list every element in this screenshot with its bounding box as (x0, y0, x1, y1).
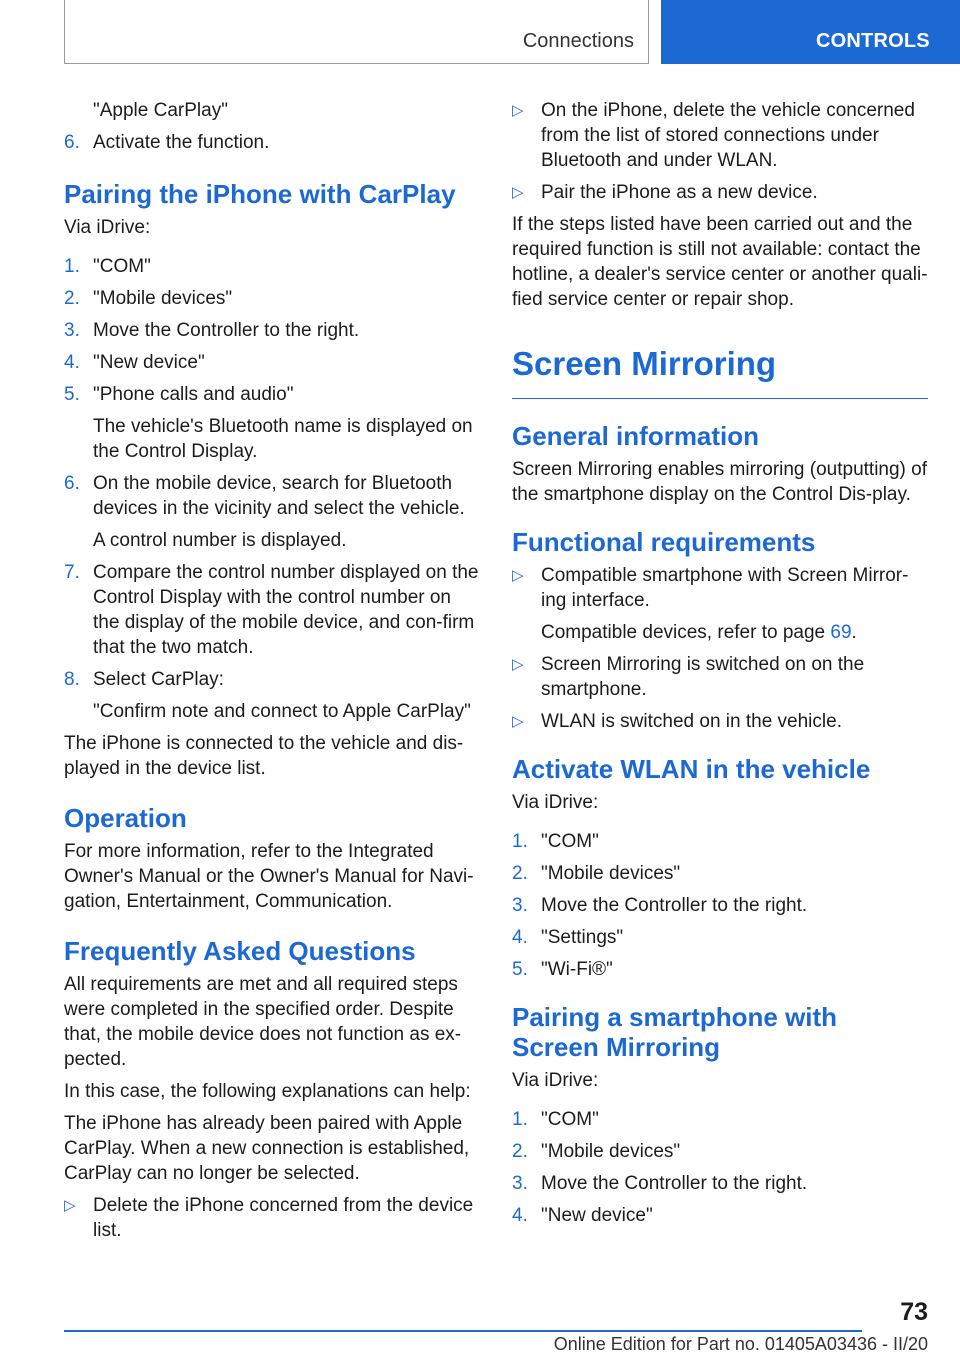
step-text: "Mobile devices" (93, 288, 233, 309)
triangle-bullet-icon: ▷ (512, 102, 524, 119)
list-item (64, 318, 480, 343)
operation-text: For more information, refer to the Integrated Owner's Manual or the Owner's Manual for Navi-gation, Entertainment, Communication. (64, 841, 474, 912)
right-column (512, 98, 928, 1235)
general-text: Screen Mirroring enables mirroring (outputting) of the smartphone display on the Control Dis-play. (512, 459, 928, 505)
list-item (512, 829, 928, 854)
step-text: "Mobile devices" (541, 863, 681, 884)
list-item (64, 382, 480, 407)
heading-functional-requirements: Functional requirements (512, 527, 816, 557)
step-text: Move the Controller to the right. (541, 1173, 808, 1194)
step-text: Select CarPlay: (93, 669, 224, 690)
step-number: 5. (64, 384, 80, 405)
step-number: 4. (512, 927, 528, 948)
list-item (512, 1139, 928, 1164)
bullet-text: Delete the iPhone concerned from the device list. (93, 1195, 474, 1241)
step-number: 7. (64, 562, 80, 583)
pairing-outro: The iPhone is connected to the vehicle and dis-played in the device list. (64, 733, 464, 779)
intro-continuation: "Apple CarPlay" (93, 100, 228, 121)
triangle-bullet-icon: ▷ (512, 567, 524, 584)
page-number: 73 (900, 1298, 928, 1326)
step-number: 4. (64, 352, 80, 373)
step-note: The vehicle's Bluetooth name is displayed on the Control Display. (93, 416, 473, 462)
heading-general-information: General information (512, 421, 760, 451)
step-number: 8. (64, 669, 80, 690)
header-chapter-box (661, 0, 960, 64)
list-item (512, 893, 928, 918)
list-item (512, 925, 928, 950)
heading-pairing-screen-mirroring: Pairing a smartphone with Screen Mirroring (512, 1002, 838, 1062)
note-text-end: . (851, 622, 857, 643)
step-number: 6. (64, 473, 80, 494)
step-number: 4. (512, 1205, 528, 1226)
bullet-item (64, 1193, 480, 1243)
heading-screen-mirroring: Screen Mirroring (512, 344, 928, 399)
step-text: "COM" (93, 256, 151, 277)
step-text: "COM" (541, 831, 599, 852)
list-item (64, 254, 480, 279)
faq-paragraph: All requirements are met and all required steps were completed in the specified order. Despite that, the mobile device does not function as ex-pected. (64, 974, 462, 1070)
step-number: 1. (64, 256, 80, 277)
step-text: "Mobile devices" (541, 1141, 681, 1162)
list-item (64, 471, 480, 521)
note-text: Compatible devices, refer to page (541, 622, 831, 643)
via-idrive: Via iDrive: (512, 1070, 599, 1091)
step-text: Move the Controller to the right. (541, 895, 808, 916)
via-idrive: Via iDrive: (64, 217, 151, 238)
faq-paragraph: In this case, the following explanations can help: (64, 1081, 471, 1102)
bullet-text: On the iPhone, delete the vehicle concerned from the list of stored connections under Bluetooth and under WLAN. (541, 100, 915, 171)
header-section-box (64, 0, 649, 64)
step-number: 2. (64, 288, 80, 309)
triangle-bullet-icon: ▷ (512, 713, 524, 730)
step-number: 3. (512, 1173, 528, 1194)
step-number: 3. (64, 320, 80, 341)
bullet-item (512, 652, 928, 702)
heading-pairing-carplay: Pairing the iPhone with CarPlay (64, 179, 456, 209)
step-text: "New device" (541, 1205, 653, 1226)
header-chapter-title: CONTROLS (816, 30, 930, 52)
left-column (64, 98, 480, 1250)
step-text: "Wi-Fi®" (541, 959, 613, 980)
bullet-item (512, 563, 928, 613)
list-item (512, 861, 928, 886)
step-number: 5. (512, 959, 528, 980)
bullet-item (512, 180, 928, 205)
step-number: 2. (512, 863, 528, 884)
step-text: On the mobile device, search for Bluetooth devices in the vicinity and select the vehicle. (93, 473, 465, 519)
step-number: 2. (512, 1141, 528, 1162)
step-text: Compare the control number displayed on the Control Display with the control number on the display of the mobile device, and con-firm that the two match. (93, 562, 479, 658)
faq-paragraph: The iPhone has already been paired with Apple CarPlay. When a new connection is established, CarPlay can no longer be selected. (64, 1113, 470, 1184)
heading-faq: Frequently Asked Questions (64, 936, 416, 966)
heading-activate-wlan: Activate WLAN in the vehicle (512, 754, 871, 784)
step-number: 3. (512, 895, 528, 916)
list-item (64, 286, 480, 311)
triangle-bullet-icon: ▷ (512, 656, 524, 673)
page-reference-link[interactable]: 69 (830, 622, 852, 643)
triangle-bullet-icon: ▷ (512, 184, 524, 201)
list-item (512, 957, 928, 982)
step-text: "Settings" (541, 927, 624, 948)
step-text: Move the Controller to the right. (93, 320, 360, 341)
triangle-bullet-icon: ▷ (64, 1197, 76, 1214)
list-item (512, 1203, 928, 1228)
step-number: 1. (512, 1109, 528, 1130)
step-note: A control number is displayed. (93, 530, 347, 551)
bullet-text: Compatible smartphone with Screen Mirror-ing interface. (541, 565, 909, 611)
step-note: "Confirm note and connect to Apple CarPlay" (93, 701, 471, 722)
bullet-note (512, 620, 928, 645)
step-text: Activate the function. (93, 132, 270, 153)
bullet-text: WLAN is switched on in the vehicle. (541, 711, 842, 732)
footer-divider (64, 1330, 862, 1332)
step-number: 6. (64, 132, 80, 153)
list-item (512, 1107, 928, 1132)
step-text: "Phone calls and audio" (93, 384, 294, 405)
list-item (512, 1171, 928, 1196)
list-item (64, 130, 480, 155)
bullet-item (512, 98, 928, 173)
header-section-title: Connections (522, 30, 634, 52)
step-number: 1. (512, 831, 528, 852)
faq-outro: If the steps listed have been carried out and the required function is still not available: contact the hotline, a dealer's service center or another quali-fied service center or repair shop. (512, 214, 928, 310)
bullet-text: Pair the iPhone as a new device. (541, 182, 818, 203)
step-text: "New device" (93, 352, 205, 373)
list-item (64, 350, 480, 375)
bullet-text: Screen Mirroring is switched on on the smartphone. (541, 654, 865, 700)
heading-operation: Operation (64, 803, 187, 833)
list-item (64, 667, 480, 692)
bullet-item (512, 709, 928, 734)
step-text: "COM" (541, 1109, 599, 1130)
via-idrive: Via iDrive: (512, 792, 599, 813)
footer-edition: Online Edition for Part no. 01405A03436 - II/20 (553, 1334, 928, 1354)
list-item (64, 560, 480, 660)
